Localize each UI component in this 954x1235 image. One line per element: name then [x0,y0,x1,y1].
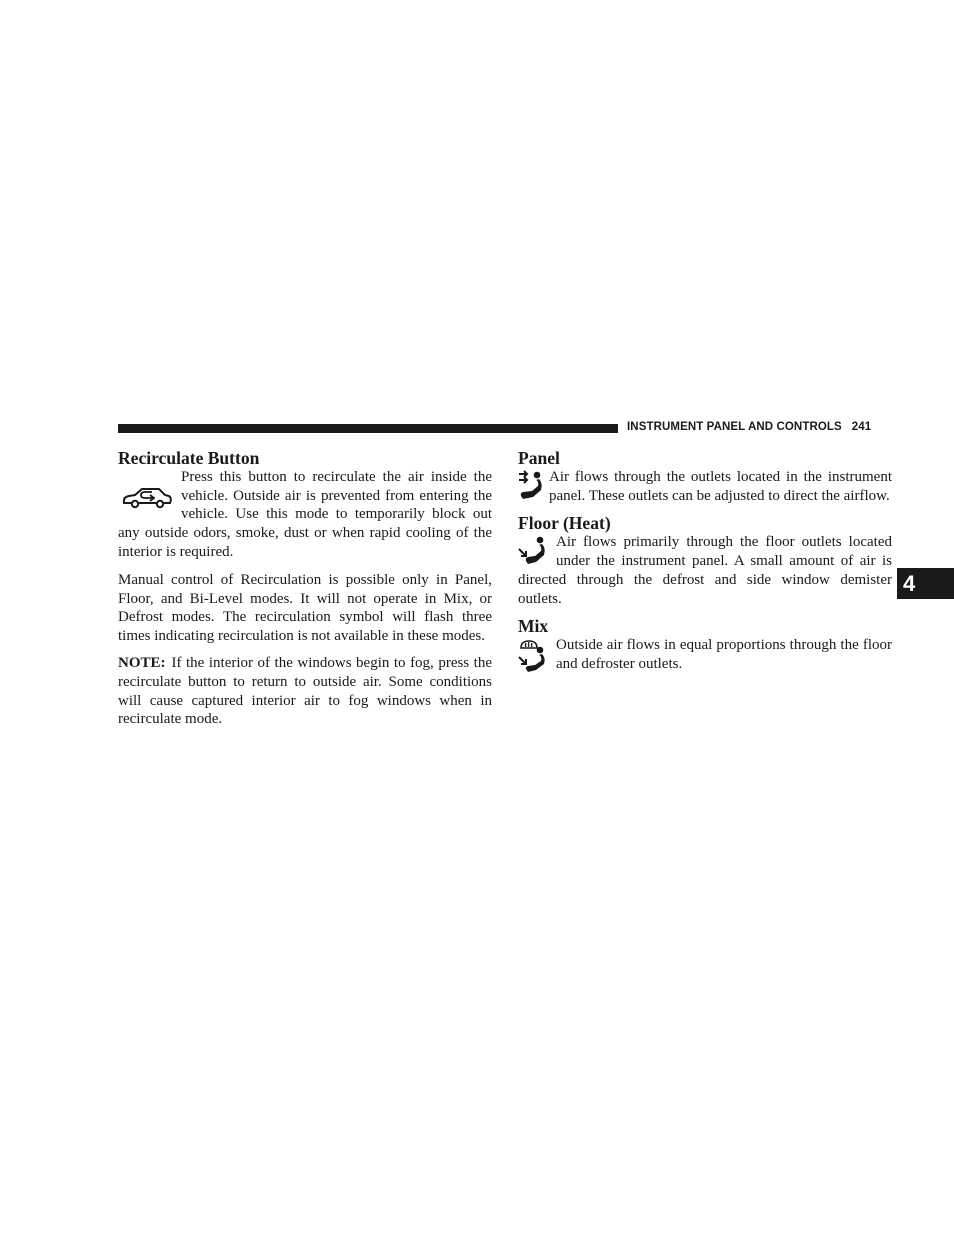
left-column [118,449,492,729]
mix-vent-icon [518,638,546,672]
note-label: NOTE: [118,654,166,671]
recirculate-heading: Recirculate Button [118,448,260,468]
running-header [627,421,871,433]
floor-vent-icon [518,535,546,565]
chapter-tab: 4 [897,568,954,599]
panel-text: Air flows through the outlets located in the instrument panel. These outlets can be adjusted to direct the airflow. [549,468,892,504]
panel-vent-icon [518,470,543,500]
page-number: 241 [851,421,872,433]
manual-control-text: Manual control of Recirculation is possible only in Panel, Floor, and Bi-Level modes. It will not operate in Mix, or Defrost modes. The recirculation symbol will flash three times indicating recirculation is not available in these modes. [118,571,492,645]
floor-heat-heading: Floor (Heat) [518,513,611,534]
recirculation-car-icon [121,484,173,510]
note-text: If the interior of the windows begin to fog, press the recirculate button to return to outside air. Some conditions will cause captured interior air to fog windows when in recirculate mode. [118,654,492,728]
mix-text: Outside air flows in equal proportions through the floor and defroster outlets. [556,637,892,672]
header-rule [118,424,618,433]
floor-heat-text: Air flows primarily through the floor outlets located under the instrument panel. A small amount of air is directed through the defrost and side window demister outlets. [518,534,892,607]
right-column [518,449,892,674]
mix-heading: Mix [518,616,549,637]
recirculate-text: Press this button to recirculate the air inside the vehicle. Outside air is prevented from entering the vehicle. Use this mode to temporarily block out any outside odors, smoke, dust or when rapid cooling of the interior is required. [118,468,492,560]
section-title: INSTRUMENT PANEL AND CONTROLS [627,421,842,433]
note-paragraph [118,654,492,729]
panel-heading: Panel [518,448,560,468]
